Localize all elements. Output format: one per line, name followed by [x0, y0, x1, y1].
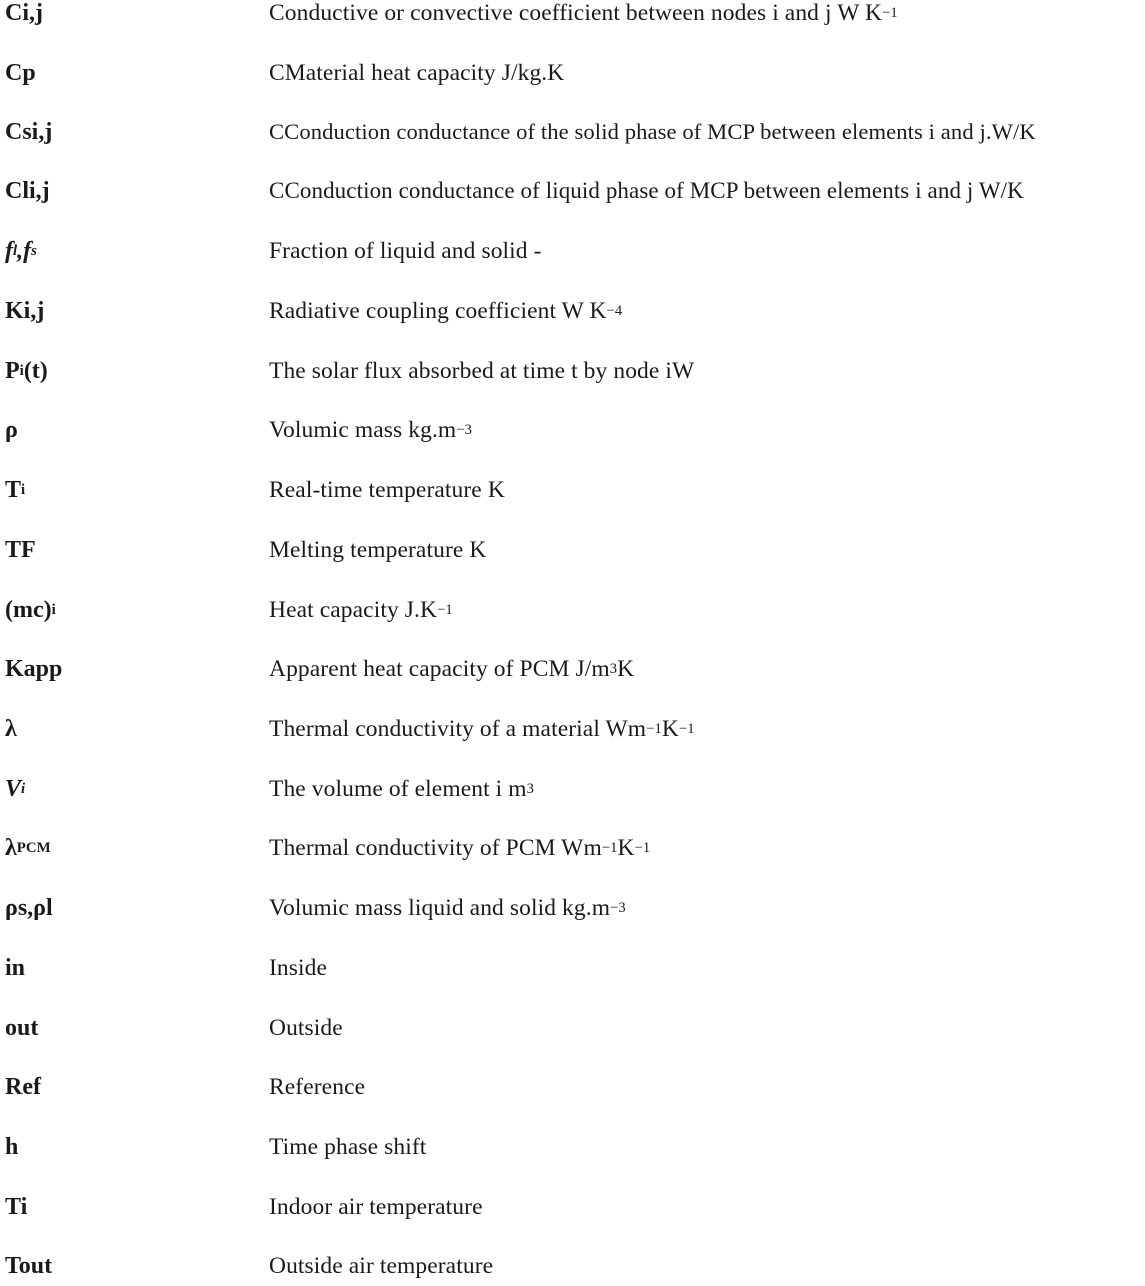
symbol: Cli,j [5, 177, 50, 204]
symbol: Ci,j [5, 0, 43, 26]
nomenclature-row [0, 171, 1145, 211]
nomenclature-row [0, 53, 1145, 93]
symbol: ρ [5, 416, 18, 443]
definition: Heat capacity J.K −1 [269, 596, 453, 623]
definition: Outside [269, 1014, 343, 1041]
symbol: V i [5, 775, 26, 802]
symbol: (mc) i [5, 596, 56, 623]
symbol: λ PCM [5, 834, 51, 861]
nomenclature-row [0, 888, 1145, 928]
definition: Volumic mass liquid and solid kg.m −3 [269, 894, 626, 921]
nomenclature-row [0, 291, 1145, 331]
definition: Apparent heat capacity of PCM J/m 3 K [269, 655, 635, 682]
definition: The volume of element i m 3 [269, 775, 535, 802]
definition: Time phase shift [269, 1133, 427, 1160]
symbol: in [5, 954, 26, 981]
definition: Volumic mass kg.m −3 [269, 416, 473, 443]
definition: Thermal conductivity of a material Wm −1 K −1 [269, 715, 695, 742]
symbol: Kapp [5, 655, 63, 682]
nomenclature-row [0, 590, 1145, 630]
symbol: T i [5, 476, 26, 503]
symbol: Ki,j [5, 297, 45, 324]
nomenclature-row [0, 1187, 1145, 1227]
symbol: h [5, 1133, 19, 1160]
symbol: P i (t) [5, 357, 48, 384]
definition: Indoor air temperature [269, 1193, 483, 1220]
symbol: f l , f s [5, 237, 37, 264]
symbol: out [5, 1014, 39, 1041]
symbol: Ref [5, 1073, 41, 1100]
definition: Melting temperature K [269, 536, 487, 563]
definition: Conductive or convective coefficient between nodes i and j W K −1 [269, 0, 898, 26]
definition: CConduction conductance of liquid phase of MCP between elements i and j W/K [269, 178, 1024, 203]
definition: Radiative coupling coefficient W K −4 [269, 297, 623, 324]
nomenclature-row [0, 351, 1145, 391]
definition: CConduction conductance of the solid phase of MCP between elements i and j.W/K [269, 119, 1036, 144]
nomenclature-row [0, 231, 1145, 271]
definition: Reference [269, 1073, 366, 1100]
symbol: TF [5, 536, 36, 563]
definition: The solar flux absorbed at time t by node iW [269, 357, 695, 384]
nomenclature-row [0, 1067, 1145, 1107]
definition: Outside air temperature [269, 1252, 494, 1279]
definition: CMaterial heat capacity J/kg.K [269, 59, 565, 86]
nomenclature-row [0, 410, 1145, 450]
symbol: Cp [5, 59, 36, 86]
symbol: Csi,j [5, 118, 53, 145]
definition: Fraction of liquid and solid - [269, 237, 542, 264]
nomenclature-row [0, 948, 1145, 988]
nomenclature-row [0, 649, 1145, 689]
definition: Real-time temperature K [269, 476, 505, 503]
symbol: Tout [5, 1252, 53, 1279]
nomenclature-row [0, 1246, 1145, 1286]
symbol: ρs,ρl [5, 894, 53, 921]
nomenclature-row [0, 470, 1145, 510]
symbol: Ti [5, 1193, 28, 1220]
symbol: λ [5, 715, 17, 742]
definition: Thermal conductivity of PCM Wm −1 K −1 [269, 834, 651, 861]
nomenclature-row [0, 112, 1145, 152]
definition: Inside [269, 954, 328, 981]
nomenclature-row [0, 0, 1145, 33]
nomenclature-row [0, 828, 1145, 868]
nomenclature-row [0, 709, 1145, 749]
nomenclature-row [0, 1127, 1145, 1167]
nomenclature-row [0, 769, 1145, 809]
nomenclature-row [0, 530, 1145, 570]
nomenclature-row [0, 1008, 1145, 1048]
